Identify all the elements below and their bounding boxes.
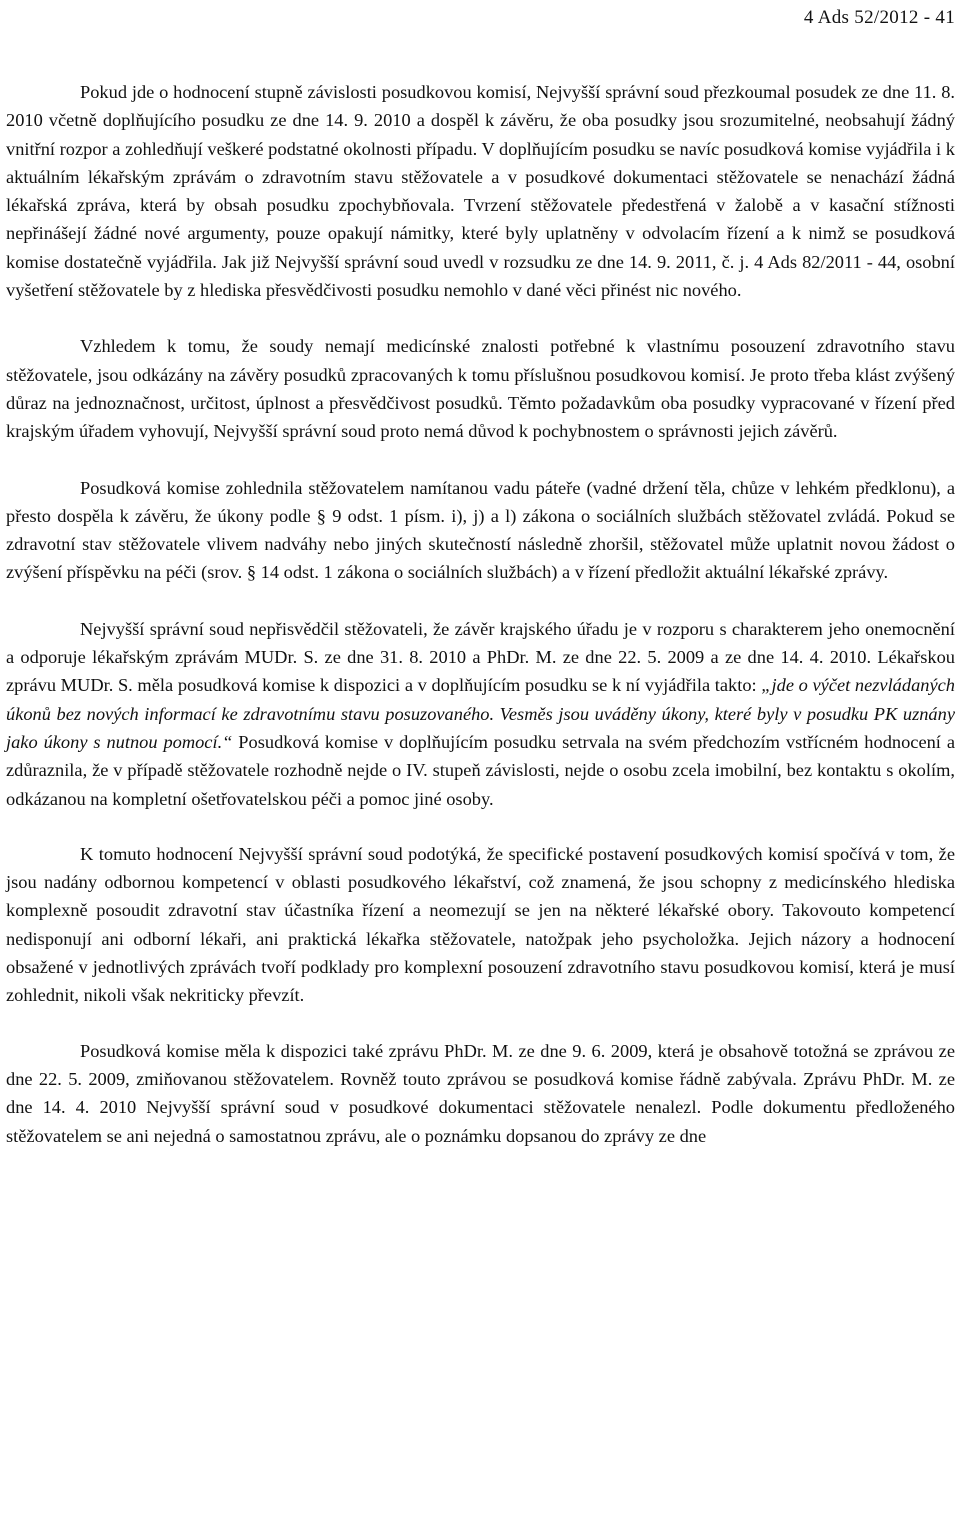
paragraph-assessment: Pokud jde o hodnocení stupně závislosti posudkovou komisí, Nejvyšší správní soud přezkoumal posudek ze dne 11. 8. 2010 včetně doplňujícího posudku ze dne 14. 9. 2010 a dospěl k závěru, že oba posudky jsou srozumitelné, neobsahují žádný vnitřní rozpor a zohledňují veškeré podstatné okolnosti případu. V doplňujícím posudku se navíc posudková komise vyjádřila i k aktuálním lékařským zprávám o zdravotním stavu stěžovatele a v posudkové dokumentaci stěžovatele se nenachází žádná lékařská zpráva, která by obsah posudku zpochybňovala. Tvrzení stěžovatele předestřená v žalobě a v kasační stížnosti nepřinášejí žádné nové argumenty, pouze opakují námitky, které byly uplatněny v odvolacím řízení a k nimž se posudková komise dostatečně vyjádřila. Jak již Nejvyšší správní soud uvedl v rozsudku ze dne 14. 9. 2011, č. j. 4 Ads 82/2011 - 44, osobní vyšetření stěžovatele by z hlediska přesvědčivosti posudku nemohlo v dané věci přinést nic nového.	[6, 82, 955, 301]
paragraph-phdr-report: Posudková komise měla k dispozici také zprávu PhDr. M. ze dne 9. 6. 2009, která je obsahově totožná se zprávou ze dne 22. 5. 2009, zmiňovanou stěžovatelem. Rovněž touto zprávou se posudková komise řádně zabývala. Zprávu PhDr. M. ze dne 14. 4. 2010 Nejvyšší správní soud v posudkové dokumentaci stěžovatele nenalezl. Podle dokumentu předloženého stěžovatelem se ani nejedná o samostatnou zprávu, ale o poznámku dopsanou do zprávy ze dne	[6, 1040, 955, 1146]
paragraph-spine-defect: Posudková komise zohlednila stěžovatelem namítanou vadu páteře (vadné držení těla, chůze v lehkém předklonu), a přesto dospěla k závěru, že úkony podle § 9 odst. 1 písm. i), j) a l) zákona o sociálních službách stěžovatel zvládá. Pokud se zdravotní stav stěžovatele vlivem nadváhy nebo jiných skutečností následně zhoršil, stěžovatel může uplatnit novou žádost o zvýšení příspěvku na péči (srov. § 14 odst. 1 zákona o sociálních službách) a v řízení předložit aktuální lékařské zprávy.	[6, 477, 955, 583]
quoted-commission-statement: „jde o výčet nezvládaných úkonů bez nových informací ke zdravotnímu stavu posuzovaného. Vesměs jsou uváděny úkony, které byly v posudku PK uznány jako úkony s nutnou pomocí.“	[6, 675, 955, 752]
document-page	[6, 0, 955, 1150]
paragraph-medical-reports	[6, 615, 955, 813]
paragraph-text: Posudková komise v doplňujícím posudku setrvala na svém předchozím vstřícném hodnocení a zdůraznila, že v případě stěžovatele rozhodně nejde o IV. stupeň závislosti, nejde o osobu zcela imobilní, bez kontaktu s okolím, odkázanou na kompletní ošetřovatelskou péči a pomoc jiné osoby.	[6, 731, 955, 809]
paragraph-commission-competence: K tomuto hodnocení Nejvyšší správní soud podotýká, že specifické postavení posudkových komisí spočívá v tom, že jsou nadány odbornou kompetencí v oblasti posudkového lékařství, což znamená, že jsou schopny z medicínského hlediska komplexně posoudit zdravotní stav účastníka řízení a neomezují se jen na některé lékařské obory. Takovouto kompetencí nedisponují ani odborní lékaři, ani praktická lékařka stěžovatele, natožpak jeho psycholožka. Jejich názory a hodnocení obsažené v jednotlivých zprávách tvoří podklady pro komplexní posouzení zdravotního stavu posudkovou komisí, která je musí zohlednit, nikoli však nekriticky převzít.	[6, 843, 955, 1006]
paragraph-text: Nejvyšší správní soud nepřisvědčil stěžovateli, že závěr krajského úřadu je v rozporu s charakterem jeho onemocnění a odporuje lékařským zprávám MUDr. S. ze dne 31. 8. 2010 a PhDr. M. ze dne 22. 5. 2009 a ze dne 14. 4. 2010. Lékařskou zprávu MUDr. S. měla posudková komise k dispozici a v doplňujícím posudku se k ní vyjádřila takto:	[6, 618, 955, 696]
case-number-header: 4 Ads 52/2012 - 41	[803, 7, 955, 28]
paragraph-medical-knowledge: Vzhledem k tomu, že soudy nemají medicínské znalosti potřebné k vlastnímu posouzení zdravotního stavu stěžovatele, jsou odkázány na závěry posudků zpracovaných k tomu příslušnou posudkovou komisí. Je proto třeba klást zvýšený důraz na jednoznačnost, určitost, úplnost a přesvědčivost posudků. Těmto požadavkům oba posudky vypracované v řízení před krajským úřadem vyhovují, Nejvyšší správní soud proto nemá důvod k pochybnostem o správnosti jejich závěrů.	[6, 336, 955, 442]
